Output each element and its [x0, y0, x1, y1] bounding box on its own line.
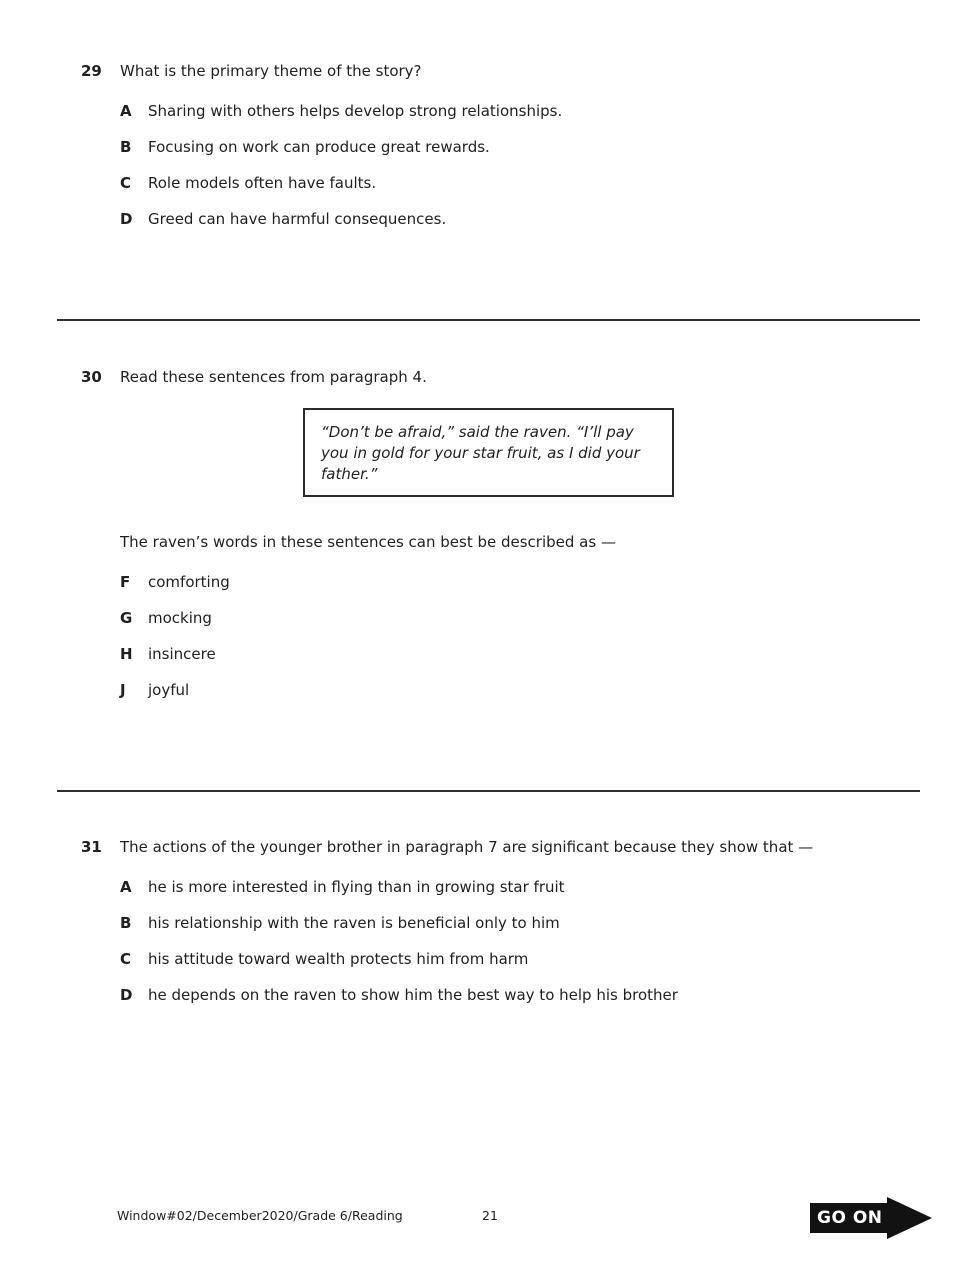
question-30 — [81, 366, 920, 701]
question-number: 31 — [81, 838, 102, 856]
answer-option — [120, 100, 920, 122]
answer-option — [120, 948, 920, 970]
answer-option — [120, 679, 920, 701]
option-text: his attitude toward wealth protects him from harm — [148, 950, 529, 968]
section-divider — [57, 319, 920, 321]
answer-option — [120, 208, 920, 230]
option-letter: D — [120, 986, 133, 1004]
option-letter: B — [120, 914, 132, 932]
option-text: he depends on the raven to show him the best way to help his brother — [148, 986, 678, 1004]
option-text: Focusing on work can produce great rewards. — [148, 138, 490, 156]
option-letter: C — [120, 174, 132, 192]
option-text: insincere — [148, 645, 216, 663]
option-letter: B — [120, 138, 132, 156]
option-letter: C — [120, 950, 132, 968]
question-number: 29 — [81, 62, 102, 80]
question-stem-continued: The raven’s words in these sentences can best be described as — — [120, 533, 616, 551]
option-letter: A — [120, 102, 132, 120]
question-29 — [81, 60, 920, 230]
footer-document-id: Window#02/December2020/Grade 6/Reading — [117, 1208, 403, 1223]
quote-box: “Don’t be afraid,” said the raven. “I’ll pay you in gold for your star fruit, as I did your father.” — [303, 408, 674, 497]
option-text: Role models often have faults. — [148, 174, 377, 192]
answer-option — [120, 876, 920, 898]
option-text: mocking — [148, 609, 212, 627]
option-text: he is more interested in flying than in growing star fruit — [148, 878, 565, 896]
go-on-button — [810, 1196, 933, 1240]
option-text: comforting — [148, 573, 230, 591]
question-number: 30 — [81, 368, 102, 386]
page-number: 21 — [482, 1208, 498, 1223]
question-31 — [81, 836, 920, 1006]
answer-option — [120, 571, 920, 593]
option-letter: A — [120, 878, 132, 896]
option-letter: G — [120, 609, 133, 627]
option-text: his relationship with the raven is beneficial only to him — [148, 914, 560, 932]
option-letter: D — [120, 210, 133, 228]
option-letter: J — [120, 681, 126, 699]
answer-option — [120, 172, 920, 194]
section-divider — [57, 790, 920, 792]
answer-option — [120, 912, 920, 934]
question-stem: The actions of the younger brother in paragraph 7 are significant because they show that — — [120, 838, 814, 856]
go-on-arrow-icon — [887, 1196, 933, 1240]
question-stem: Read these sentences from paragraph 4. — [120, 368, 427, 386]
answer-option — [120, 984, 920, 1006]
option-text: Sharing with others helps develop strong relationships. — [148, 102, 563, 120]
answer-option — [120, 643, 920, 665]
option-text: joyful — [148, 681, 190, 699]
answer-option — [120, 607, 920, 629]
go-on-label: GO ON — [810, 1203, 888, 1233]
question-stem: What is the primary theme of the story? — [120, 62, 422, 80]
option-text: Greed can have harmful consequences. — [148, 210, 447, 228]
option-letter: H — [120, 645, 133, 663]
answer-option — [120, 136, 920, 158]
option-letter: F — [120, 573, 131, 591]
